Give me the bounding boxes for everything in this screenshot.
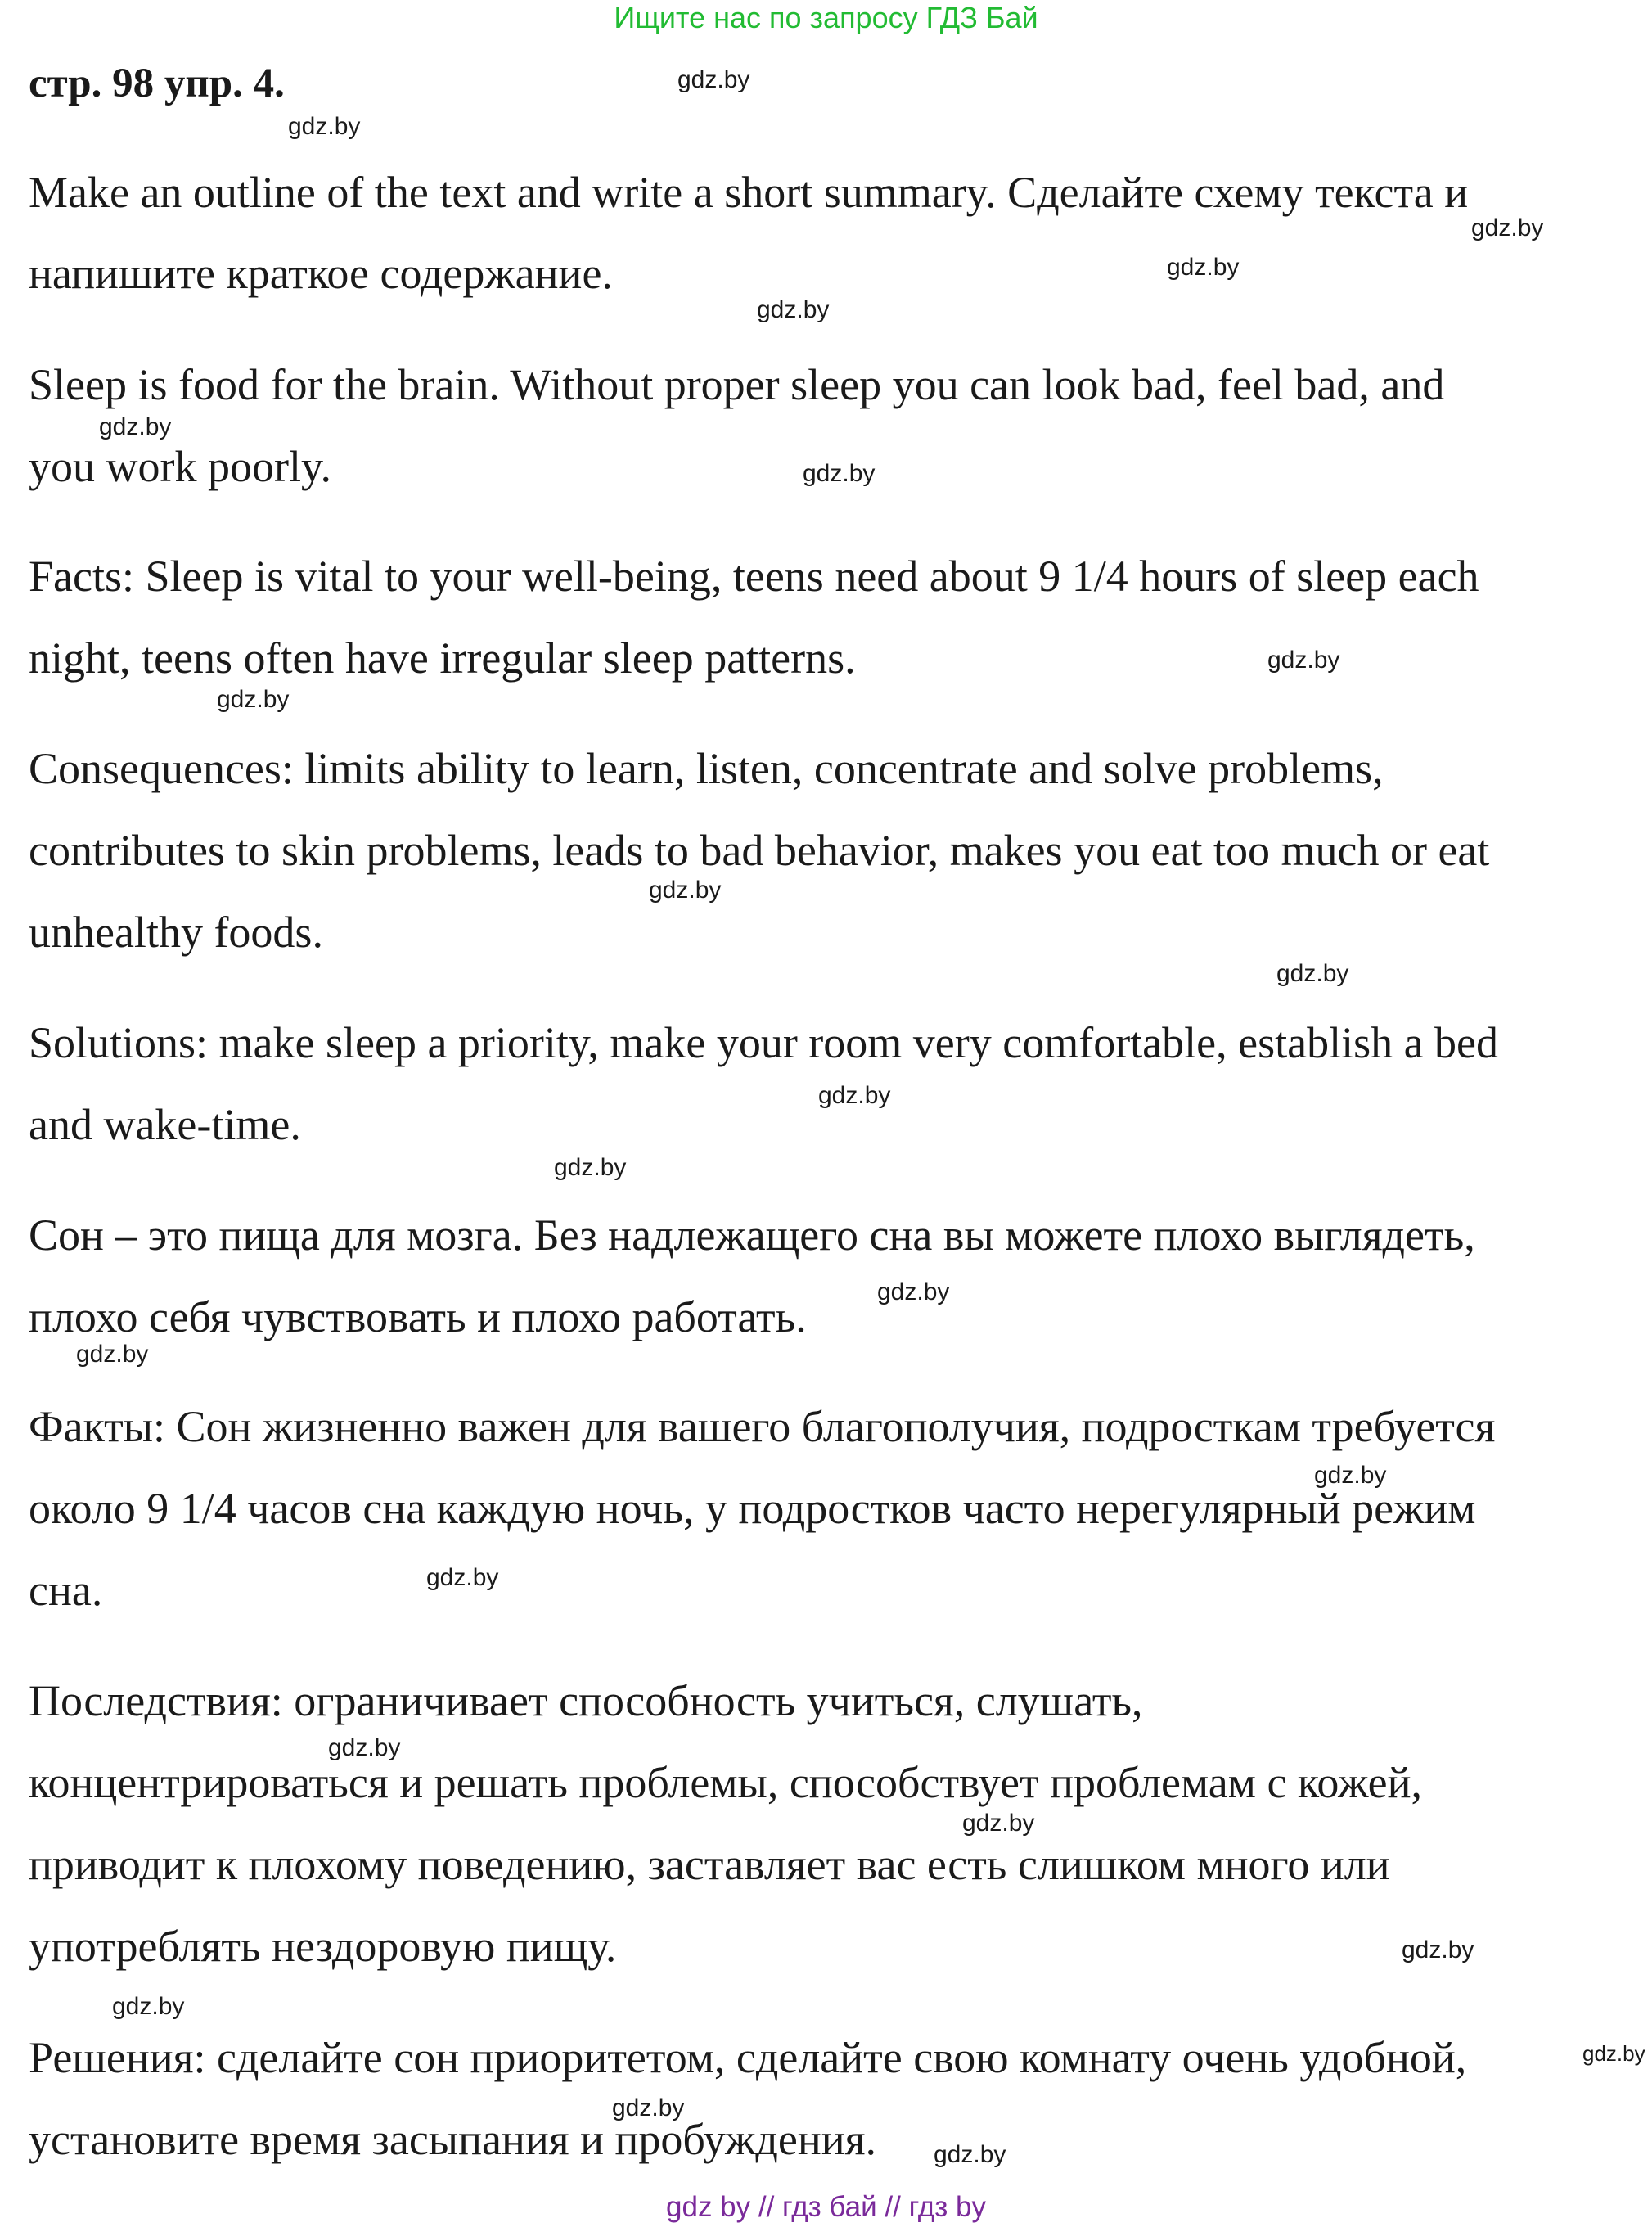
watermark: gdz.by <box>112 1993 185 2020</box>
ru-consequences-line-1: Последствия: ограничивает способность учиться, слушать, <box>29 1676 1143 1725</box>
watermark: gdz.by <box>328 1734 401 1761</box>
watermark: gdz.by <box>1167 254 1240 281</box>
watermark: gdz.by <box>288 113 361 140</box>
watermark: gdz.by <box>803 460 876 487</box>
watermark: gdz.by <box>612 2094 685 2121</box>
en-consequences-line-1: Consequences: limits ability to learn, listen, concentrate and solve problems, <box>29 744 1384 793</box>
en-consequences-line-2: contributes to skin problems, leads to bad behavior, makes you eat too much or eat <box>29 826 1490 875</box>
en-intro-line-1: Sleep is food for the brain. Without proper sleep you can look bad, feel bad, and <box>29 360 1445 409</box>
en-solutions-line-2: and wake-time. <box>29 1100 301 1149</box>
ru-facts-line-2: около 9 1/4 часов сна каждую ночь, у подростков часто нерегулярный режим <box>29 1484 1476 1533</box>
watermark: gdz.by <box>99 413 172 440</box>
watermark: gdz.by <box>1267 647 1340 674</box>
watermark: gdz.by <box>554 1154 627 1181</box>
ru-solutions-line-2: установите время засыпания и пробуждения. <box>29 2115 876 2164</box>
watermark: gdz.by <box>649 877 722 904</box>
watermark: gdz.by <box>1276 960 1349 987</box>
watermark: gdz.by <box>217 686 290 713</box>
watermark: gdz.by <box>677 66 750 93</box>
watermark: gdz.by <box>426 1564 499 1591</box>
page-title: стр. 98 упр. 4. <box>29 61 285 106</box>
task-line-1: Make an outline of the text and write a short summary. Сделайте схему текста и <box>29 168 1469 217</box>
watermark: gdz.by <box>1314 1462 1387 1489</box>
en-consequences-line-3: unhealthy foods. <box>29 908 323 957</box>
ru-facts-line-1: Факты: Сон жизненно важен для вашего благополучия, подросткам требуется <box>29 1402 1496 1451</box>
ru-facts-line-3: сна. <box>29 1566 103 1615</box>
watermark: gdz.by <box>757 296 830 323</box>
watermark: gdz.by <box>1582 2041 1645 2066</box>
en-facts-line-1: Facts: Sleep is vital to your well-being, teens need about 9 1/4 hours of sleep each <box>29 552 1479 601</box>
ru-intro-line-1: Сон – это пища для мозга. Без надлежащего сна вы можете плохо выглядеть, <box>29 1210 1475 1260</box>
task-line-2: напишите краткое содержание. <box>29 249 613 298</box>
watermark: gdz.by <box>1471 214 1544 241</box>
ru-consequences-line-4: употреблять нездоровую пищу. <box>29 1922 617 1971</box>
watermark: gdz.by <box>934 2141 1006 2168</box>
en-intro-line-2: you work poorly. <box>29 442 331 491</box>
search-banner[interactable]: Ищите нас по запросу ГДЗ Бай <box>614 1 1038 34</box>
ru-consequences-line-2: концентрироваться и решать проблемы, способствует проблемам с кожей, <box>29 1758 1423 1807</box>
watermark: gdz.by <box>962 1810 1035 1837</box>
footer-links[interactable]: gdz by // гдз бай // гдз by <box>666 2191 986 2223</box>
ru-consequences-line-3: приводит к плохому поведению, заставляет вас есть слишком много или <box>29 1840 1390 1889</box>
watermark: gdz.by <box>877 1278 950 1305</box>
watermark: gdz.by <box>76 1341 149 1368</box>
watermark: gdz.by <box>1402 1936 1474 1963</box>
en-facts-line-2: night, teens often have irregular sleep patterns. <box>29 633 856 683</box>
ru-solutions-line-1: Решения: сделайте сон приоритетом, сделайте свою комнату очень удобной, <box>29 2033 1467 2082</box>
en-solutions-line-1: Solutions: make sleep a priority, make your room very comfortable, establish a bed <box>29 1018 1499 1067</box>
ru-intro-line-2: плохо себя чувствовать и плохо работать. <box>29 1292 807 1341</box>
watermark: gdz.by <box>818 1082 891 1109</box>
